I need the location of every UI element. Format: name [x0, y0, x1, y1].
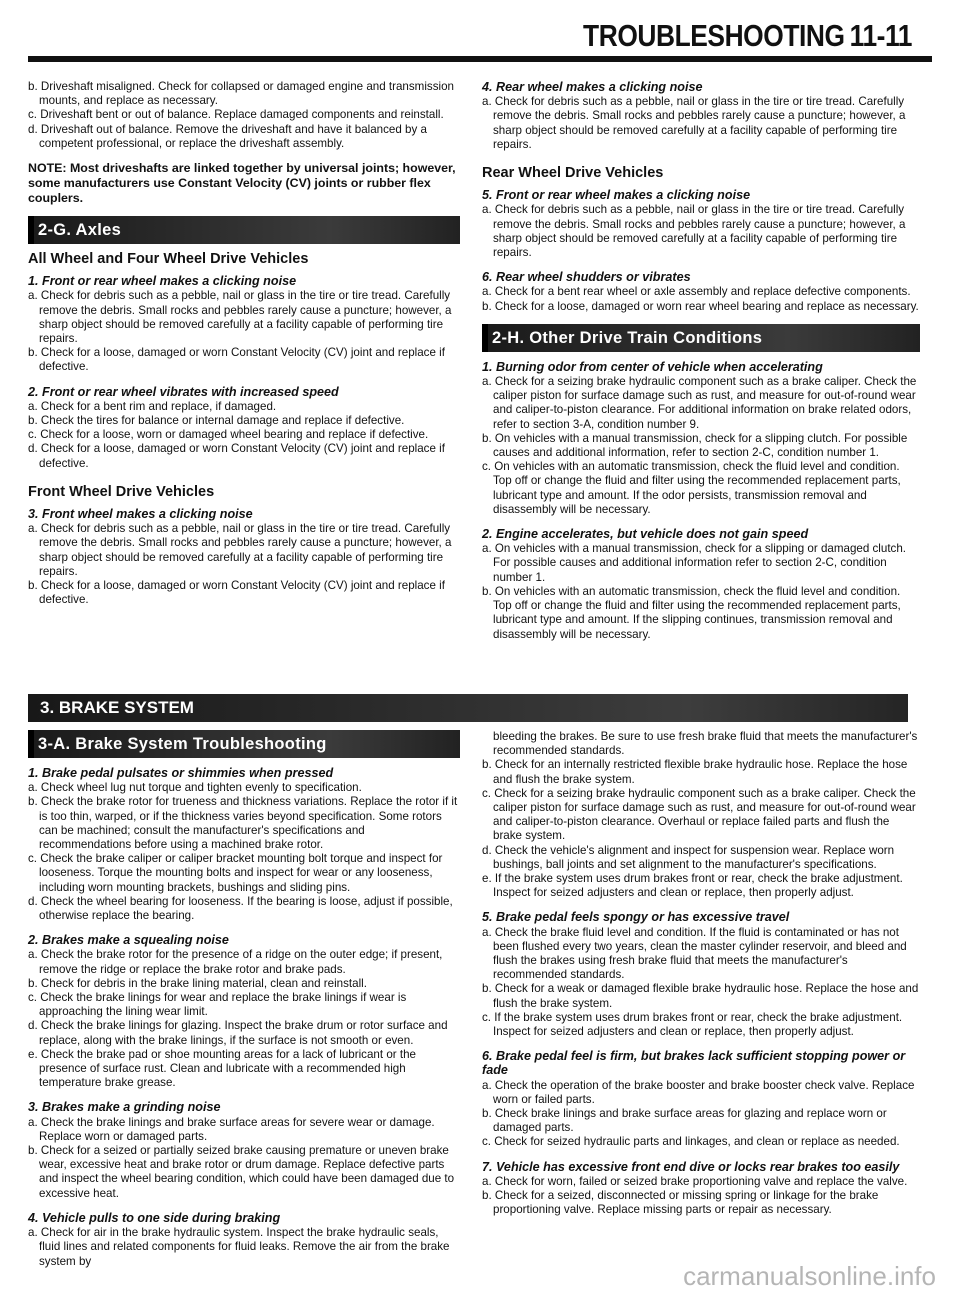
list-item: b. On vehicles with an automatic transmission, check the fluid level and condition. Top off or change the fluid and filter using the recommended replacement parts, lubricant type and amount. If the slipping continues, transmission removal and disassembly will be necessary. [482, 584, 901, 641]
list-item: c. On vehicles with an automatic transmission, check the fluid level and condition. Top off or change the fluid and filter using the recommended replacement parts, lubricant type and amount. If the odor persists, transmission removal and disassembly will be necessary. [482, 460, 901, 516]
list-item: c. Check the brake linings for wear and replace the brake linings if wear is approaching the lining wear limit. [28, 991, 407, 1019]
list-item: b. Driveshaft misaligned. Check for collapsed or damaged engine and transmission mounts, and replace as necessary. [28, 80, 454, 108]
header-rule [28, 56, 932, 62]
list-item: b. Check for a seized, disconnected or missing spring or linkage for the brake proportioning valve. Replace missing parts or repair as necessary. [482, 1189, 879, 1217]
condition-title: 6. Rear wheel shudders or vibrates [482, 270, 691, 285]
list-item: a. Check for a bent rear wheel or axle assembly and replace defective components. [482, 285, 911, 299]
condition-title: 4. Vehicle pulls to one side during braking [28, 1210, 281, 1225]
list-item: d. Check for a loose, damaged or worn Constant Velocity (CV) joint and replace if defective. [28, 442, 445, 470]
condition-title: 2. Brakes make a squealing noise [28, 933, 229, 948]
left-column-bottom [28, 730, 460, 1269]
condition-title: 4. Rear wheel makes a clicking noise [482, 80, 703, 94]
list-item: a. Check for debris such as a pebble, nail or glass in the tire or tire tread. Carefully remove the debris. Small rocks and pebbles rarely cause a puncture; however, a sharp object should be removed carefully at a facility capable of performing tire repairs. [482, 203, 906, 260]
list-item: b. Check for debris in the brake lining material, clean and reinstall. [28, 976, 367, 990]
list-item: b. Check the tires for balance or internal damage and replace if defective. [28, 414, 405, 428]
driveshaft-note: NOTE: Most driveshafts are linked together by universal joints; however, some manufacturers use Constant Velocity (CV) joints or rubber flex couplers. [28, 161, 456, 206]
page-number: 11-11 [849, 18, 912, 53]
list-item: a. Check the brake linings and brake surface areas for severe wear or damage. Replace worn or damaged parts. [28, 1115, 435, 1143]
list-item: a. On vehicles with a manual transmission, check for a slipping or damaged clutch. For possible causes and additional information refer to section 2-C, condition number 1. [482, 542, 907, 584]
list-item: d. Check the wheel bearing for looseness. If the bearing is loose, adjust if possible, otherwise replace the bearing. [28, 894, 453, 923]
page-header [0, 0, 960, 58]
list-item: b. On vehicles with a manual transmission, check for a slipping clutch. For possible causes and additional information, refer to section 2-C, condition number 1. [482, 431, 908, 460]
list-item: b. Check for a weak or damaged flexible brake hydraulic hose. Replace the hose and flush the brake system. [482, 982, 919, 1010]
condition-title: 1. Front or rear wheel makes a clicking noise [28, 274, 297, 289]
list-item: c. Check the brake caliper or caliper bracket mounting bolt torque and inspect for looseness. Torque the mounting bolts and inspect for wear or any looseness, including worn mounting brackets, bushings and sliding pins. [28, 852, 443, 894]
condition-title: 2. Front or rear wheel vibrates with increased speed [28, 384, 339, 399]
list-item: c. Driveshaft bent or out of balance. Replace damaged components and reinstall. [28, 108, 444, 122]
list-item: a. Check for a bent rim and replace, if damaged. [28, 399, 277, 413]
list-item: e. Check the brake pad or shoe mounting areas for a lack of lubricant or the presence of surface rust. Clean and lubricate with a recommended high temperature brake grease. [28, 1047, 416, 1090]
right-column-bottom [482, 730, 920, 1218]
list-item: b. Check the brake rotor for trueness and thickness variations. Replace the rotor if it is too thin, warped, or if the thickness varies beyond specification. Some rotors can be machined; consult the manufacturer's specifications and recommendations before using a machined brake rotor. [28, 795, 458, 852]
condition-title: 6. Brake pedal feel is firm, but brakes lack sufficient stopping power or fade [482, 1049, 906, 1078]
condition-title: 2. Engine accelerates, but vehicle does not gain speed [482, 527, 809, 542]
watermark: carmanualsonline.info [683, 1261, 936, 1291]
intro-list [28, 80, 460, 151]
right-column-top [482, 80, 920, 642]
left-column-top [28, 80, 460, 607]
list-item: a. Check for debris such as a pebble, nail or glass in the tire or tire tread. Carefully remove the debris. Small rocks and pebbles rarely cause a puncture; however, a sharp object should be removed carefully at a facility capable of performing tire repairs. [28, 289, 452, 346]
page-title [583, 18, 912, 54]
list-item: d. Driveshaft out of balance. Remove the driveshaft and have it balanced by a competent professional, or replace the driveshaft assembly. [28, 122, 427, 150]
list-item: a. Check for air in the brake hydraulic system. Inspect the brake hydraulic seals, fluid lines and related components for fluid leaks. Remove the air from the brake system by [28, 1226, 450, 1268]
list-item: a. Check for debris such as a pebble, nail or glass in the tire or tire tread. Carefully remove the debris. Small rocks and pebbles rarely cause a puncture; however, a sharp object should be removed carefully at a facility capable of performing tire repairs. [482, 95, 906, 151]
list-item: a. Check the brake fluid level and condition. If the fluid is contaminated or has not been flushed every two years, clean the master cylinder reservoir, and bleed and flush the brakes using fresh brake fluid that meets the manufacturer's recommended standards. [482, 925, 907, 982]
heading-all-wheel-drive: All Wheel and Four Wheel Drive Vehicles [28, 251, 309, 268]
condition-title: 7. Vehicle has excessive front end dive or locks rear brakes too easily [482, 1159, 900, 1174]
condition-title: 5. Brake pedal feels spongy or has excessive travel [482, 910, 790, 925]
condition-title: 1. Burning odor from center of vehicle when accelerating [482, 359, 823, 374]
list-item: b. Check for a loose, damaged or worn Constant Velocity (CV) joint and replace if defective. [28, 346, 445, 374]
list-item: b. Check for an internally restricted flexible brake hydraulic hose. Replace the hose and flush the brake system. [482, 758, 908, 786]
banner-brake-system: 3. BRAKE SYSTEM [28, 694, 908, 722]
condition-title: 5. Front or rear wheel makes a clicking noise [482, 188, 751, 203]
list-item: a. Check wheel lug nut torque and tighten evenly to specification. [28, 781, 362, 795]
list-item: a. Check for a seizing brake hydraulic component such as a brake caliper. Check the caliper piston for surface damage such as rust, and measure for out-of-round wear and caliper-to-piston clearance. For additional information on brake related odors, refer to section 3-A, condition number 9. [482, 375, 917, 431]
list-item: a. Check for debris such as a pebble, nail or glass in the tire or tire tread. Carefully remove the debris. Small rocks and pebbles rarely cause a puncture; however, a sharp object should be removed carefully at a facility capable of performing tire repairs. [28, 522, 452, 578]
list-item: c. Check for a loose, worn or damaged wheel bearing and replace if defective. [28, 428, 429, 442]
list-item: b. Check for a loose, damaged or worn Constant Velocity (CV) joint and replace if defective. [28, 579, 445, 607]
list-item: c. Check for seized hydraulic parts and linkages, and clean or replace as needed. [482, 1135, 900, 1149]
title-text: TROUBLESHOOTING [583, 18, 845, 53]
banner-other-drive-train: 2-H. Other Drive Train Conditions [482, 324, 920, 352]
condition-title: 1. Brake pedal pulsates or shimmies when pressed [28, 766, 334, 780]
banner-brake-troubleshooting: 3-A. Brake System Troubleshooting [28, 730, 460, 758]
list-item-continued: bleeding the brakes. Be sure to use fresh brake fluid that meets the manufacturer's recommended standards. [493, 730, 918, 758]
list-item: c. If the brake system uses drum brakes front or rear, check the brake adjustment. Inspect for seized adjusters and clean or replace, then properly adjust. [482, 1010, 903, 1039]
list-item: b. Check for a loose, damaged or worn rear wheel bearing and replace as necessary. [482, 299, 919, 313]
heading-front-wheel-drive: Front Wheel Drive Vehicles [28, 483, 215, 500]
list-item: a. Check the operation of the brake booster and brake booster check valve. Replace worn or failed parts. [482, 1078, 915, 1106]
list-item: e. If the brake system uses drum brakes front or rear, check the brake adjustment. Inspect for seized adjusters and clean or replace, then properly adjust. [482, 872, 903, 900]
condition-title: 3. Brakes make a grinding noise [28, 1100, 221, 1115]
banner-axles: 2-G. Axles [28, 216, 460, 244]
list-item: c. Check for a seizing brake hydraulic component such as a brake caliper. Check the caliper piston for surface damage such as rust, and measure for out-of-round wear and caliper-to-piston clearance. Overhaul or replace failed parts and flush the brake system. [482, 786, 916, 843]
list-item: b. Check brake linings and brake surface areas for glazing and replace worn or damaged parts. [482, 1107, 887, 1135]
condition-title: 3. Front wheel makes a clicking noise [28, 507, 253, 522]
heading-rear-wheel-drive: Rear Wheel Drive Vehicles [482, 165, 664, 182]
list-item: d. Check the vehicle's alignment and inspect for suspension wear. Replace worn bushings, ball joints and set alignment to the manufacturer's specifications. [482, 843, 895, 871]
list-item: d. Check the brake linings for glazing. Inspect the brake drum or rotor surface and replace, along with the brake linings, if the surface is not smooth or even. [28, 1019, 448, 1047]
list-item: a. Check for worn, failed or seized brake proportioning valve and replace the valve. [482, 1174, 908, 1188]
list-item: a. Check the brake rotor for the presence of a ridge on the outer edge; if present, remove the ridge or replace the brake rotor and brake pads. [28, 948, 443, 976]
list-item: b. Check for a seized or partially seized brake causing premature or uneven brake wear, excessive heat and brake rotor or drum damage. Replace defective parts and inspect the wheel bearing condition, which could have been damaged due to excessive heat. [28, 1144, 455, 1200]
